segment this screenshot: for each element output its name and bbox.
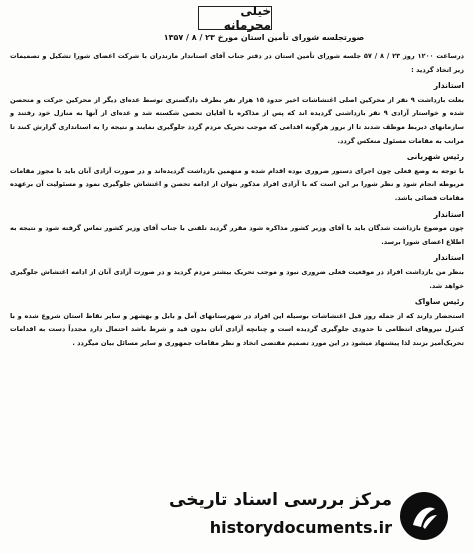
- watermark-title: مرکز بررسی اسناد تاریخی: [169, 490, 392, 510]
- section-text: بنظر من بازداشت افراد در موقعیت فعلی ضروری نبود و موجب تحریک بیشتر مردم گردید و در صورت آزادی آنان از ادامه اغتشاش جلوگیری خواهد شد.: [10, 267, 464, 290]
- classification-stamp: خیلی محرمانه: [198, 6, 272, 30]
- section-text: استحضار دارند که از جمله روز قبل اغتشاشات بوسیله این افراد در شهرستانهای آمل و بابل و بهشهر و سایر نقاط استان شروع شده و با کنترل نیروهای انتظامی تا حدودی جلوگیری گردیده است و چنانچه آزادی آنان بدون قید و شرط باشد احتمال دارد مجدداً دست به اقدامات تحریک‌آمیز بزنند لذا پیشنهاد میشود در این مورد تصمیم مقتضی اتخاذ و نظر مقامات جمهوری و سایر مسائل بیان میگردد .: [10, 311, 464, 347]
- document-body: [10, 50, 464, 352]
- logo-emblem-icon: [407, 499, 441, 533]
- section-label: استاندار: [433, 209, 464, 219]
- section-label: رئیس ساواک: [414, 297, 464, 307]
- section-label: استاندار: [433, 253, 464, 263]
- document-header: صورتجلسه شورای تأمین استان مورخ ۲۳ / ۸ / ۱۳۵۷: [163, 33, 365, 42]
- section-text: با توجه به وضع فعلی چون اجرای دستور ضروری بوده اقدام شده و متهمین بازداشت گردیده‌اند و در صورت آزادی آنان باید با مجوز مقامات مربوطه انجام شود و نظر شورا بر این است که با آزادی افراد مذکور بتوان از ادامه تحصن و اغتشاش جلوگیری نمود و مسئولیت آن برعهده مقامات قضائی باشد.: [10, 166, 464, 202]
- intro-paragraph: درساعت ۱۲۰۰ روز ۲۳ / ۸ / ۵۷ جلسه شورای تأمین استان در دفتر جناب آقای استاندار مازندران با شرکت اعضای شورا تشکیل و تصمیمات زیر اتخاذ گردید :: [10, 52, 465, 74]
- section-text: چون موضوع بازداشت شدگان باید با آقای وزیر کشور مذاکره شود مقرر گردید تلفنی با جناب آقای وزیر کشور تماس گرفته شود و نتیجه به اطلاع اعضای شورا برسد.: [10, 224, 464, 246]
- archive-watermark: [114, 488, 454, 548]
- section-label: استاندار: [433, 81, 464, 91]
- archive-logo-icon: [400, 492, 448, 540]
- section-text: بعلت بازداشت ۹ نفر از محرکین اصلی اغتشاشات اخیر حدود ۱۵ هزار نفر بطرف دادگستری توسط عده‌ای دیگر از محرکین حرکت و متحصن شده و خواستار آزادی ۹ نفر بازداشتی گردیده اند که پس از مذاکره با آقایان تحصن شکسته شد و عده‌ای از آنها به منازل خود رفتند و سازمانهای ذیربط موظف شدند تا از بروز هرگونه اقدامی که موجب تحریک مردم گردد جلوگیری نمایند و نتیجه را به استانداری گزارش کنند تا مراتب به مقامات مسئول منعکس گردد.: [10, 95, 464, 145]
- watermark-url[interactable]: historydocuments.ir: [209, 518, 392, 537]
- section-label: رئیس شهربانی: [406, 152, 464, 162]
